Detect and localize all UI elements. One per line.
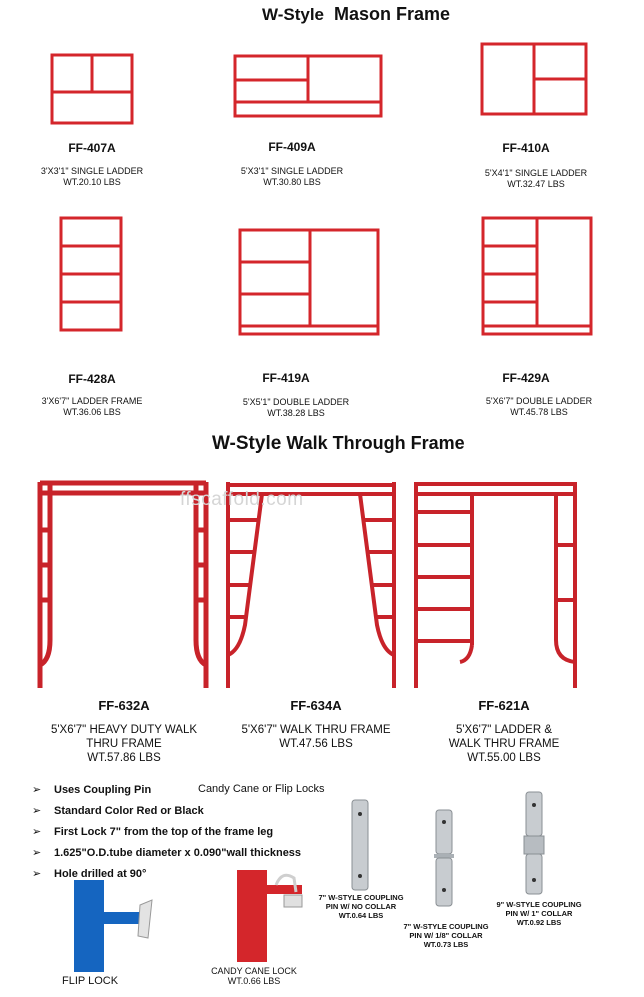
frame-ff-429a-image (483, 218, 591, 334)
feature-item: ➢ 1.625"O.D.tube diameter x 0.090"wall thickness (32, 847, 302, 859)
frame-weight: WT.38.28 LBS (267, 408, 325, 418)
frame-weight: WT.36.06 LBS (63, 407, 121, 417)
walk-title-prefix: W-Style (212, 433, 282, 454)
frame-ff-634a-image (228, 482, 394, 688)
frame-ff-632a-image (40, 482, 206, 688)
frame-code: FF-621A (478, 698, 530, 713)
coupling-pin-eighth-collar-image (434, 810, 454, 906)
frame-line2: WALK THRU FRAME (448, 738, 560, 750)
flip-lock-caption: FLIP LOCK (62, 975, 119, 987)
frame-code: FF-632A (98, 698, 150, 713)
pin-caption-no-collar: 7" W-STYLE COUPLING PIN W/ NO COLLAR WT.0.64 LBS (318, 893, 404, 920)
frame-weight: WT.45.78 LBS (510, 407, 568, 417)
frame-ff-621a-image (416, 482, 575, 688)
frame-size: 5'X4'1" SINGLE LADDER (484, 168, 588, 178)
frame-code: FF-410A (502, 141, 550, 155)
frame-code: FF-428A (68, 372, 116, 386)
frame-ff-428a-image (61, 218, 121, 330)
pin-caption-eighth-collar: 7" W-STYLE COUPLING PIN W/ 1/8" COLLAR WT.0.73 LBS (403, 922, 489, 949)
frame-size: 5'X6'7" DOUBLE LADDER (485, 396, 593, 406)
frame-weight: WT.32.47 LBS (507, 179, 565, 189)
coupling-pin-one-inch-collar-image (524, 792, 544, 894)
frame-ff-410a-image (482, 44, 586, 114)
frame-size: 3'X3'1" SINGLE LADDER (40, 166, 144, 176)
walk-title-main: Walk Through Frame (286, 433, 465, 453)
frame-code: FF-429A (502, 371, 550, 385)
feature-item: ➢ Hole drilled at 90° (32, 868, 147, 880)
frame-line1: 5'X6'7" LADDER & (455, 724, 553, 736)
walk-section-title (212, 433, 465, 455)
mason-title-prefix: W-Style (262, 5, 324, 24)
candy-cane-lock-caption: CANDY CANE LOCK WT.0.66 LBS (211, 966, 297, 986)
watermark: ffscaffold.com (180, 489, 304, 510)
frame-weight: WT.20.10 LBS (63, 177, 121, 187)
frame-size: 3'X6'7" LADDER FRAME (41, 396, 143, 406)
coupling-pin-no-collar-image (352, 800, 368, 890)
frame-code: FF-634A (290, 698, 342, 713)
frame-line3: WT.57.86 LBS (87, 752, 161, 764)
candy-cane-lock-image (237, 870, 302, 962)
frame-ff-419a-image (240, 230, 378, 334)
frame-ff-409a-image (235, 56, 381, 116)
frame-code: FF-419A (262, 371, 310, 385)
feature-item: ➢ Standard Color Red or Black (32, 805, 204, 817)
mason-title-main: Mason Frame (334, 4, 451, 24)
frame-line2: WT.47.56 LBS (279, 738, 353, 750)
frame-code: FF-407A (68, 141, 116, 155)
feature-item: ➢ First Lock 7" from the top of the frame leg (32, 826, 274, 838)
feature-item: ➢ Uses Coupling Pin (32, 784, 152, 796)
frame-ff-407a-image (52, 55, 132, 123)
frame-size: 5'X5'1" DOUBLE LADDER (242, 397, 350, 407)
frame-line2: THRU FRAME (86, 738, 162, 750)
frame-size: 5'X3'1" SINGLE LADDER (240, 166, 344, 176)
pin-caption-one-inch-collar: 9" W-STYLE COUPLING PIN W/ 1" COLLAR WT.0.92 LBS (496, 900, 582, 927)
flip-lock-image (74, 880, 152, 972)
frame-code: FF-409A (268, 140, 316, 154)
frame-weight: WT.30.80 LBS (263, 177, 321, 187)
frame-line3: WT.55.00 LBS (467, 752, 541, 764)
frame-line1: 5'X6'7" WALK THRU FRAME (241, 724, 391, 736)
frame-line1: 5'X6'7" HEAVY DUTY WALK (50, 724, 198, 736)
lock-note: Candy Cane or Flip Locks (198, 783, 325, 795)
